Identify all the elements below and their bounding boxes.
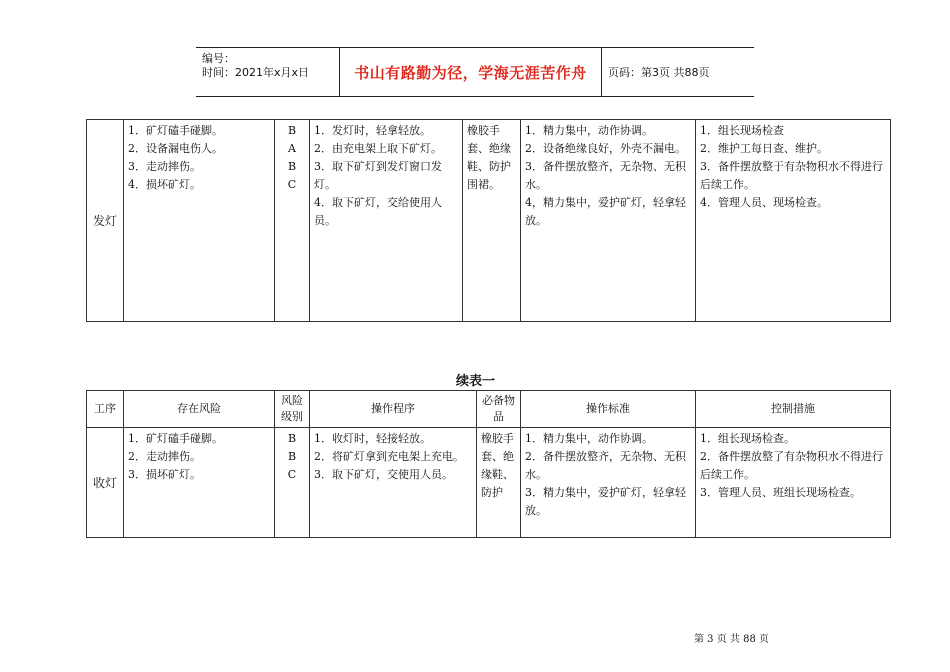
list-item: 3．走动摔伤。: [128, 160, 201, 173]
header-page-label: 页码：第3页 共88页: [608, 66, 710, 79]
continued-title: 续表一: [456, 374, 496, 389]
header-motto: 书山有路勤为径，学海无涯苦作舟: [339, 48, 602, 96]
list-item: 1．精力集中，动作协调。: [525, 124, 653, 137]
list-item: 2．设备绝缘良好，外壳不漏电。: [525, 142, 686, 155]
procedure-cell: [310, 120, 463, 322]
header-control: 控制措施: [696, 391, 891, 428]
list-item: 3．精力集中，爱护矿灯，轻拿轻放。: [525, 486, 686, 517]
items-cell: 橡胶手套、绝缘鞋、防护: [477, 428, 521, 538]
risk-grade: C: [287, 178, 297, 191]
header-process: 工序: [87, 391, 124, 428]
list-item: 1．发灯时，轻拿轻放。: [314, 124, 431, 137]
list-item: 1．组长现场检查。: [700, 432, 795, 445]
control-cell: [696, 428, 891, 538]
risk-table-return-lamp: [86, 390, 891, 538]
header-procedure: 操作程序: [310, 391, 477, 428]
process-cell: 发灯: [87, 120, 124, 322]
list-item: 3．备件摆放整齐，无杂物、无积水。: [525, 160, 686, 191]
risk-grade: B: [287, 160, 297, 173]
time-label: 时间：2021年x月x日: [202, 66, 310, 79]
serial-label: 编号：: [202, 52, 235, 65]
list-item: 2．走动摔伤。: [128, 450, 201, 463]
table-row: [87, 428, 891, 538]
list-item: 3．损坏矿灯。: [128, 468, 201, 481]
list-item: 4，精力集中，爱护矿灯，轻拿轻放。: [525, 196, 686, 227]
list-item: 1．组长现场检查: [700, 124, 784, 137]
list-item: 2．由充电架上取下矿灯。: [314, 142, 442, 155]
list-item: 2．设备漏电伤人。: [128, 142, 223, 155]
risk-grade: B: [287, 124, 297, 137]
list-item: 2．维护工每日查、维护。: [700, 142, 828, 155]
risk-table-issue-lamp: [86, 119, 891, 322]
list-item: 3．取下矿灯到发灯窗口发灯。: [314, 160, 442, 191]
risk-grade: C: [287, 468, 297, 481]
risk-grade: B: [287, 432, 297, 445]
risk-grade: A: [288, 142, 296, 155]
list-item: 4．损坏矿灯。: [128, 178, 201, 191]
procedure-cell: [310, 428, 477, 538]
grade-cell: [275, 120, 310, 322]
table-row: [87, 120, 891, 322]
control-cell: [696, 120, 891, 322]
list-item: 3．管理人员、班组长现场检查。: [700, 486, 861, 499]
standard-cell: [521, 120, 696, 322]
grade-cell: [275, 428, 310, 538]
header-meta: [196, 48, 339, 96]
list-item: 3．备件摆放整于有杂物积水不得进行后续工作。: [700, 160, 883, 191]
list-item: 1．矿灯磕手碰脚。: [128, 432, 223, 445]
list-item: 1．精力集中，动作协调。: [525, 432, 653, 445]
list-item: 1．收灯时，轻接轻放。: [314, 432, 431, 445]
header-standard: 操作标准: [521, 391, 696, 428]
items-cell: 橡胶手套、绝缘鞋、防护围裙。: [463, 120, 521, 322]
list-item: 1．矿灯磕手碰脚。: [128, 124, 223, 137]
list-item: 2．将矿灯拿到充电架上充电。: [314, 450, 464, 463]
risk-cell: [124, 428, 275, 538]
list-item: 4．取下矿灯，交给使用人员。: [314, 196, 442, 227]
list-item: 2．备件摆放整了有杂物积水不得进行后续工作。: [700, 450, 883, 481]
header-grade: 风险级别: [275, 391, 310, 428]
process-cell: 收灯: [87, 428, 124, 538]
header-risk: 存在风险: [124, 391, 275, 428]
table-header-row: [87, 391, 891, 428]
risk-grade: B: [287, 450, 297, 463]
list-item: 3．取下矿灯，交使用人员。: [314, 468, 453, 481]
standard-cell: [521, 428, 696, 538]
list-item: 4．管理人员、现场检查。: [700, 196, 828, 209]
page-header: [196, 47, 754, 97]
risk-cell: [124, 120, 275, 322]
list-item: 2．备件摆放整齐，无杂物、无积水。: [525, 450, 686, 481]
header-items: 必备物品: [477, 391, 521, 428]
page-footer: 第 3 页 共 88 页: [694, 634, 769, 645]
